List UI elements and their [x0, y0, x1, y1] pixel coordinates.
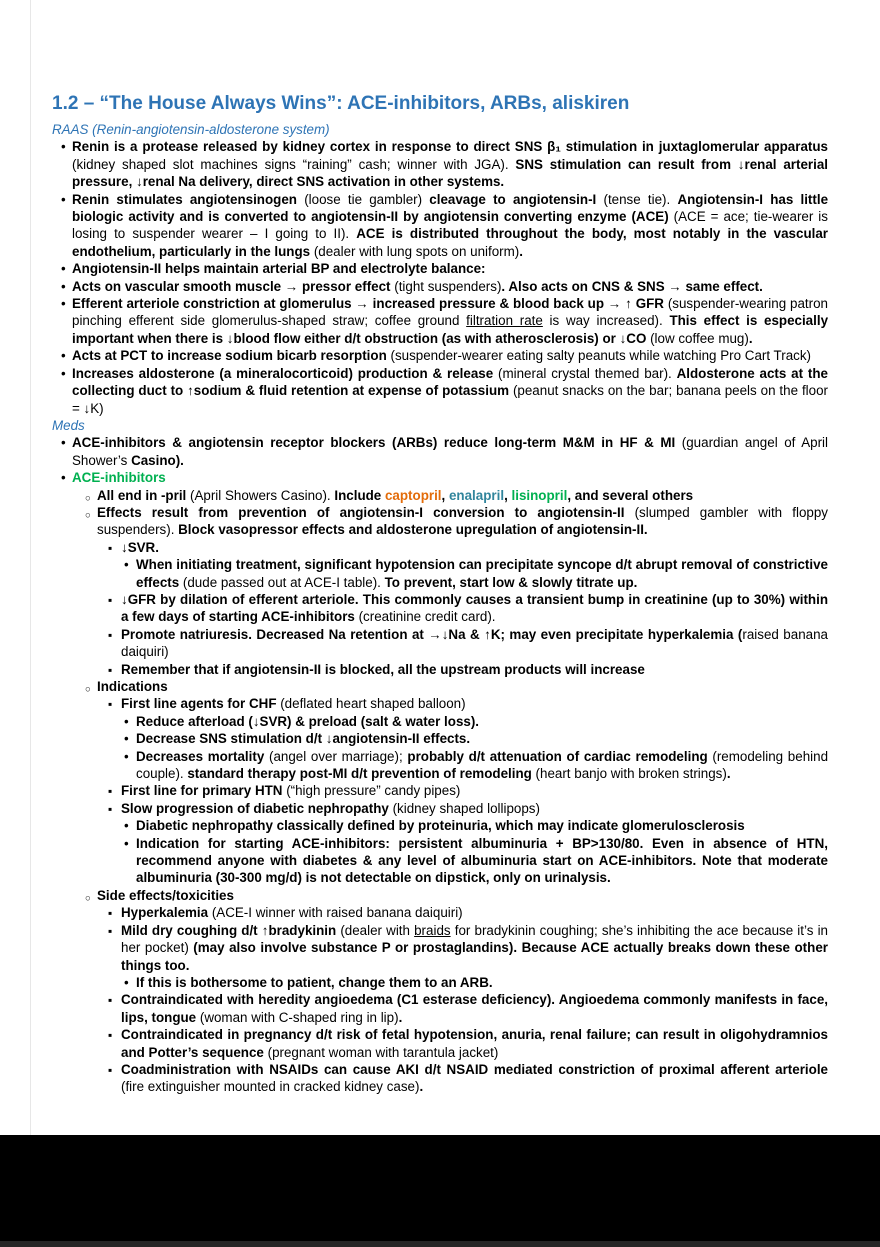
bullet-item [52, 678, 828, 695]
text-run: (April Showers Casino). [190, 487, 335, 503]
text-run: . Also acts on CNS & SNS → same effect. [501, 278, 763, 294]
text-run: (dealer with lung spots on uniform) [313, 243, 520, 259]
bullet-marker: ▪ [108, 993, 113, 1008]
text-run: (suspender-wearer eating salty peanuts while watching Pro Cart Track) [390, 348, 811, 364]
bottom-letterbox [0, 1135, 880, 1247]
document-body [52, 121, 828, 1096]
text-run: ACE is distributed throughout the body, most notably in the vascular endothelium, particularly in the lungs [72, 226, 828, 259]
text-run: (creatinine credit card). [358, 609, 496, 625]
text-run: Renin is a protease released by kidney cortex in response to direct SNS β₁ stimulation in juxtaglomerular apparatus [72, 139, 828, 155]
bullet-item [52, 661, 828, 678]
text-run: Block vasopressor effects and aldosterone upregulation of angiotensin-II. [178, 522, 648, 538]
text-run: (angel over marriage); [268, 748, 408, 764]
text-run: probably d/t attenuation of cardiac remodeling [407, 748, 713, 764]
text-run: (guardian angel of April Shower’s [72, 435, 828, 468]
bullet-marker: ▪ [108, 627, 113, 642]
bullet-marker: ▪ [108, 784, 113, 799]
text-run: (slumped gambler with floppy suspenders). [97, 504, 828, 538]
bullet-item [52, 365, 828, 417]
text-run: braids [414, 922, 451, 938]
bullet-marker: ○ [85, 892, 91, 904]
text-run: Angiotensin-II helps maintain arterial BP and electrolyte balance: [72, 261, 486, 277]
bullet-item [52, 347, 828, 364]
text-run: Casino). [131, 452, 184, 468]
text-run: . [726, 766, 731, 782]
text-run: (dude passed out at ACE-I table). [182, 574, 385, 590]
bullet-item [52, 260, 828, 277]
bullet-item [52, 748, 828, 783]
text-run: This effect is especially important when there is ↓blood flow either d/t obstruction (as with atherosclerosis) or ↓CO [72, 313, 829, 346]
bottom-strip [0, 1241, 880, 1247]
bullet-marker: • [124, 731, 129, 747]
text-run: , [441, 487, 449, 503]
text-run: Renin stimulates angiotensinogen [72, 191, 305, 207]
text-run: Mild dry coughing d/t ↑bradykinin [121, 922, 341, 938]
text-run: (tight suspenders) [394, 278, 502, 294]
text-run: Contraindicated in pregnancy d/t risk of fetal hypotension, anuria, renal failure; can result in oligohydramnios and Potter’s sequence [121, 1027, 828, 1060]
bullet-marker: • [61, 365, 66, 381]
bullet-marker: ▪ [108, 801, 113, 816]
text-run: . [398, 1009, 403, 1025]
bullet-marker: • [124, 557, 129, 573]
text-run: Diabetic nephropathy classically defined by proteinuria, which may indicate glomerulosclerosis [136, 818, 745, 834]
text-run: ↓GFR by dilation of efferent arteriole. This commonly causes a transient bump in creatinine (up to 30%) within a few days of starting ACE-inhibitors [121, 591, 828, 625]
bullet-item [52, 974, 828, 991]
bullet-item [52, 626, 828, 661]
bullet-item [52, 591, 828, 626]
bullet-item [52, 191, 828, 261]
text-run: filtration rate [466, 313, 543, 329]
bullet-item [52, 817, 828, 834]
bullet-marker: • [61, 139, 66, 155]
text-run: raised banana daiquiri) [121, 626, 828, 660]
text-run: (deflated heart shaped balloon) [280, 696, 466, 712]
bullet-marker: ▪ [108, 923, 113, 938]
bullet-marker: ▪ [108, 592, 113, 607]
section-subheading: RAAS (Renin-angiotensin-aldosterone system) [52, 122, 330, 137]
text-run: SNS stimulation can result from ↓renal arterial pressure, ↓renal Na delivery, direct SNS activation in other systems. [72, 156, 828, 190]
bullet-item [52, 782, 828, 799]
text-run: ACE-inhibitors [72, 470, 166, 486]
text-run: Promote natriuresis. Decreased Na retention at →↓Na & ↑K; may even precipitate hyperkalemia ( [121, 626, 743, 642]
text-run: . [519, 243, 523, 259]
page-edge-line [30, 0, 31, 1135]
bullet-marker: • [124, 713, 129, 729]
bullet-marker: • [61, 348, 66, 364]
text-run: Contraindicated with heredity angioedema (C1 esterase deficiency). Angioedema commonly manifests in face, lips, tongue [121, 992, 828, 1025]
text-run: standard therapy post-MI d/t prevention of remodeling [187, 766, 536, 782]
text-run: , and several others [567, 487, 694, 503]
text-run: Include [334, 487, 385, 503]
bullet-marker: • [61, 191, 66, 207]
text-run: ACE-inhibitors & angiotensin receptor blockers (ARBs) reduce long-term M&M in HF & MI [72, 435, 682, 451]
bullet-marker: • [124, 835, 129, 851]
text-run: First line for primary HTN [121, 783, 287, 799]
text-run: All end in -pril [97, 487, 190, 503]
text-run: Aldosterone acts at the collecting duct to ↑sodium & fluid retention at expense of potassium [72, 365, 828, 399]
text-run: Increases aldosterone (a mineralocorticoid) production & release [72, 365, 498, 381]
bullet-item [52, 1061, 828, 1096]
text-run: (low coffee mug) [650, 330, 749, 346]
bullet-item [52, 556, 828, 591]
bullet-marker: • [124, 748, 129, 764]
bullet-item [52, 434, 828, 469]
bullet-marker: • [61, 261, 66, 277]
text-run: (kidney shaped slot machines signs “raining” cash; winner with JGA). [72, 156, 516, 172]
text-run: Remember that if angiotensin-II is blocked, all the upstream products will increase [121, 661, 645, 677]
text-run: captopril [384, 487, 442, 503]
bullet-marker: • [124, 974, 129, 990]
bullet-item [52, 800, 828, 817]
bullet-marker: • [61, 470, 66, 486]
bullet-marker: • [61, 296, 66, 312]
bullet-item [52, 278, 828, 295]
bullet-item [52, 487, 828, 504]
text-run: enalapril [448, 487, 505, 503]
text-run: Effects result from prevention of angiotensin-I conversion to angiotensin-II [97, 504, 635, 520]
bullet-item [52, 730, 828, 747]
text-run: Coadministration with NSAIDs can cause AKI d/t NSAID mediated constriction of proximal afferent arteriole [121, 1061, 828, 1077]
text-run: (fire extinguisher mounted in cracked kidney case) [121, 1079, 420, 1095]
text-run: (woman with C-shaped ring in lip) [199, 1009, 399, 1025]
bullet-marker: ▪ [108, 1062, 113, 1077]
text-run: (peanut snacks on the bar; banana peels on the floor = ↓K) [72, 383, 828, 416]
text-run: (ACE = ace; tie-wearer is losing to suspender wearer – I going to II). [72, 209, 828, 242]
text-run: (may also involve substance P or prostaglandins). Because ACE actually breaks down these other things too. [121, 940, 828, 973]
bullet-item [52, 504, 828, 539]
bullet-marker: ○ [85, 492, 91, 504]
text-run: (ACE-I winner with raised banana daiquiri) [211, 905, 463, 921]
text-run: Acts at PCT to increase sodium bicarb resorption [72, 348, 391, 364]
bullet-item [52, 904, 828, 921]
text-run: (remodeling behind couple). [136, 748, 829, 782]
bullet-marker: • [61, 278, 66, 294]
bullet-marker: • [124, 818, 129, 834]
bullet-marker: ▪ [108, 540, 113, 555]
bullet-marker: ▪ [108, 906, 113, 921]
bullet-item [52, 887, 828, 904]
text-run: (kidney shaped lollipops) [392, 800, 540, 816]
text-run: Efferent arteriole constriction at glomerulus → increased pressure & blood back up → ↑ GFR [72, 296, 668, 312]
text-run: . [748, 330, 753, 346]
text-run: Slow progression of diabetic nephropathy [121, 800, 393, 816]
bullet-item [52, 695, 828, 712]
text-run: (heart banjo with broken strings) [535, 766, 727, 782]
bullet-item [52, 138, 828, 190]
text-run: Hyperkalemia [121, 905, 212, 921]
text-run: cleavage to angiotensin-I [429, 191, 604, 207]
section-subheading: Meds [52, 417, 85, 433]
page-title: 1.2 – “The House Always Wins”: ACE-inhibitors, ARBs, aliskiren [52, 93, 630, 114]
text-run: is way increased). [542, 313, 670, 329]
text-run: (suspender-wearing patron pinching efferent side glomerulus-shaped straw; coffee ground [72, 296, 828, 329]
bullet-item [52, 539, 828, 556]
text-run: Indication for starting ACE-inhibitors: persistent albuminuria + BP>130/80. Even in absence of HTN, recommend anyone with diabetes & any level of albuminuria start on ACE-inhibitors. Note that moderate albuminuria (30-300 mg/d) is not detectable on dipstick, only on urinalysis. [136, 835, 828, 886]
text-run: Decrease SNS stimulation d/t ↓angiotensin-II effects. [136, 731, 471, 747]
bullet-item [52, 295, 828, 347]
bullet-item [52, 991, 828, 1026]
text-run: for bradykinin coughing; she’s inhibiting the ace because it’s in her pocket) [121, 922, 828, 956]
text-run: When initiating treatment, significant hypotension can precipitate syncope d/t abrupt removal of constrictive effects [136, 557, 828, 590]
text-run: Indications [97, 679, 168, 694]
bullet-marker: ▪ [108, 697, 113, 712]
bullet-item [52, 1026, 828, 1061]
bullet-item [52, 713, 828, 730]
bullet-marker: ▪ [108, 1028, 113, 1043]
bullet-marker: ○ [85, 509, 91, 521]
text-run: (mineral crystal themed bar). [498, 365, 677, 381]
text-run: Side effects/toxicities [97, 887, 234, 903]
bullet-marker: ▪ [108, 662, 113, 677]
text-run: If this is bothersome to patient, change them to an ARB. [136, 974, 493, 990]
text-run: (“high pressure” candy pipes) [286, 783, 461, 799]
text-run: (dealer with [340, 922, 415, 938]
text-run: ↓SVR. [121, 539, 159, 555]
text-run: , [504, 487, 512, 503]
text-run: (pregnant woman with tarantula jacket) [267, 1044, 499, 1060]
bullet-item [52, 835, 828, 887]
text-run: (tense tie). [603, 191, 678, 207]
text-run: First line agents for CHF [121, 696, 281, 712]
text-run: Angiotensin-I has little biologic activity and is converted to angiotensin-II by angiotensin converting enzyme (ACE) [72, 191, 829, 225]
text-run: (loose tie gambler) [304, 191, 430, 207]
text-run: lisinopril [511, 487, 568, 503]
text-run: Acts on vascular smooth muscle → pressor effect [72, 278, 395, 294]
text-run: . [419, 1079, 424, 1095]
text-run: To prevent, start low & slowly titrate up. [384, 574, 638, 590]
bullet-item [52, 469, 828, 486]
bullet-marker: • [61, 435, 66, 451]
bullet-marker: ○ [85, 684, 91, 695]
bullet-item [52, 922, 828, 974]
text-run: Reduce afterload (↓SVR) & preload (salt & water loss). [136, 713, 480, 729]
text-run: Decreases mortality [136, 748, 269, 764]
